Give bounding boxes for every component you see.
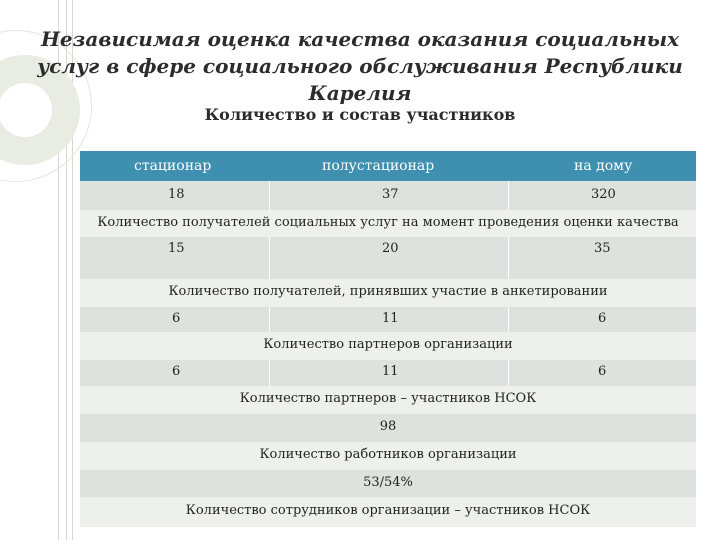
- page-title: Независимая оценка качества оказания социальных услуг в сфере социального обслуживания Республики Карелия: [37, 27, 683, 105]
- row-caption: Количество партнеров – участников НСОК: [239, 391, 537, 406]
- table-row: [80, 279, 696, 307]
- table-row: [80, 210, 696, 237]
- col-header-stationary: стационар: [134, 158, 212, 174]
- table-row: [80, 307, 696, 332]
- table-cell: 18: [168, 187, 185, 202]
- table-header-row: [80, 151, 696, 181]
- table-cell: 11: [382, 364, 399, 379]
- table-row: [80, 386, 696, 414]
- table-row: [80, 497, 696, 527]
- row-caption: Количество получателей социальных услуг на момент проведения оценки качества: [97, 215, 679, 230]
- col-header-semistationary: полустационар: [322, 158, 435, 174]
- table-row: [80, 414, 696, 442]
- table-cell: 320: [591, 187, 616, 202]
- row-caption: Количество получателей, принявших участие в анкетировании: [168, 284, 608, 299]
- table-cell: 15: [168, 241, 185, 256]
- col-header-home: на дому: [574, 158, 633, 174]
- row-caption: Количество сотрудников организации – участников НСОК: [185, 503, 591, 518]
- table-row: [80, 332, 696, 360]
- table-cell: 6: [172, 311, 181, 326]
- table-cell: 53/54%: [363, 475, 413, 490]
- table-cell: 6: [598, 311, 607, 326]
- participants-table: [80, 151, 696, 527]
- table-cell: 11: [382, 311, 399, 326]
- table-cell: 20: [382, 241, 399, 256]
- table-row: [80, 470, 696, 497]
- row-caption: Количество партнеров организации: [263, 337, 513, 352]
- table-cell: 6: [598, 364, 607, 379]
- table-cell: 35: [594, 241, 611, 256]
- table-row: [80, 442, 696, 470]
- row-caption: Количество работников организации: [259, 447, 517, 462]
- table-subtitle: Количество и состав участников: [204, 105, 516, 124]
- table-cell: 6: [172, 364, 181, 379]
- table-cell: 98: [379, 419, 397, 434]
- table-row: [80, 181, 696, 210]
- table-cell: 37: [382, 187, 399, 202]
- table-row: [80, 237, 696, 279]
- table-row: [80, 360, 696, 386]
